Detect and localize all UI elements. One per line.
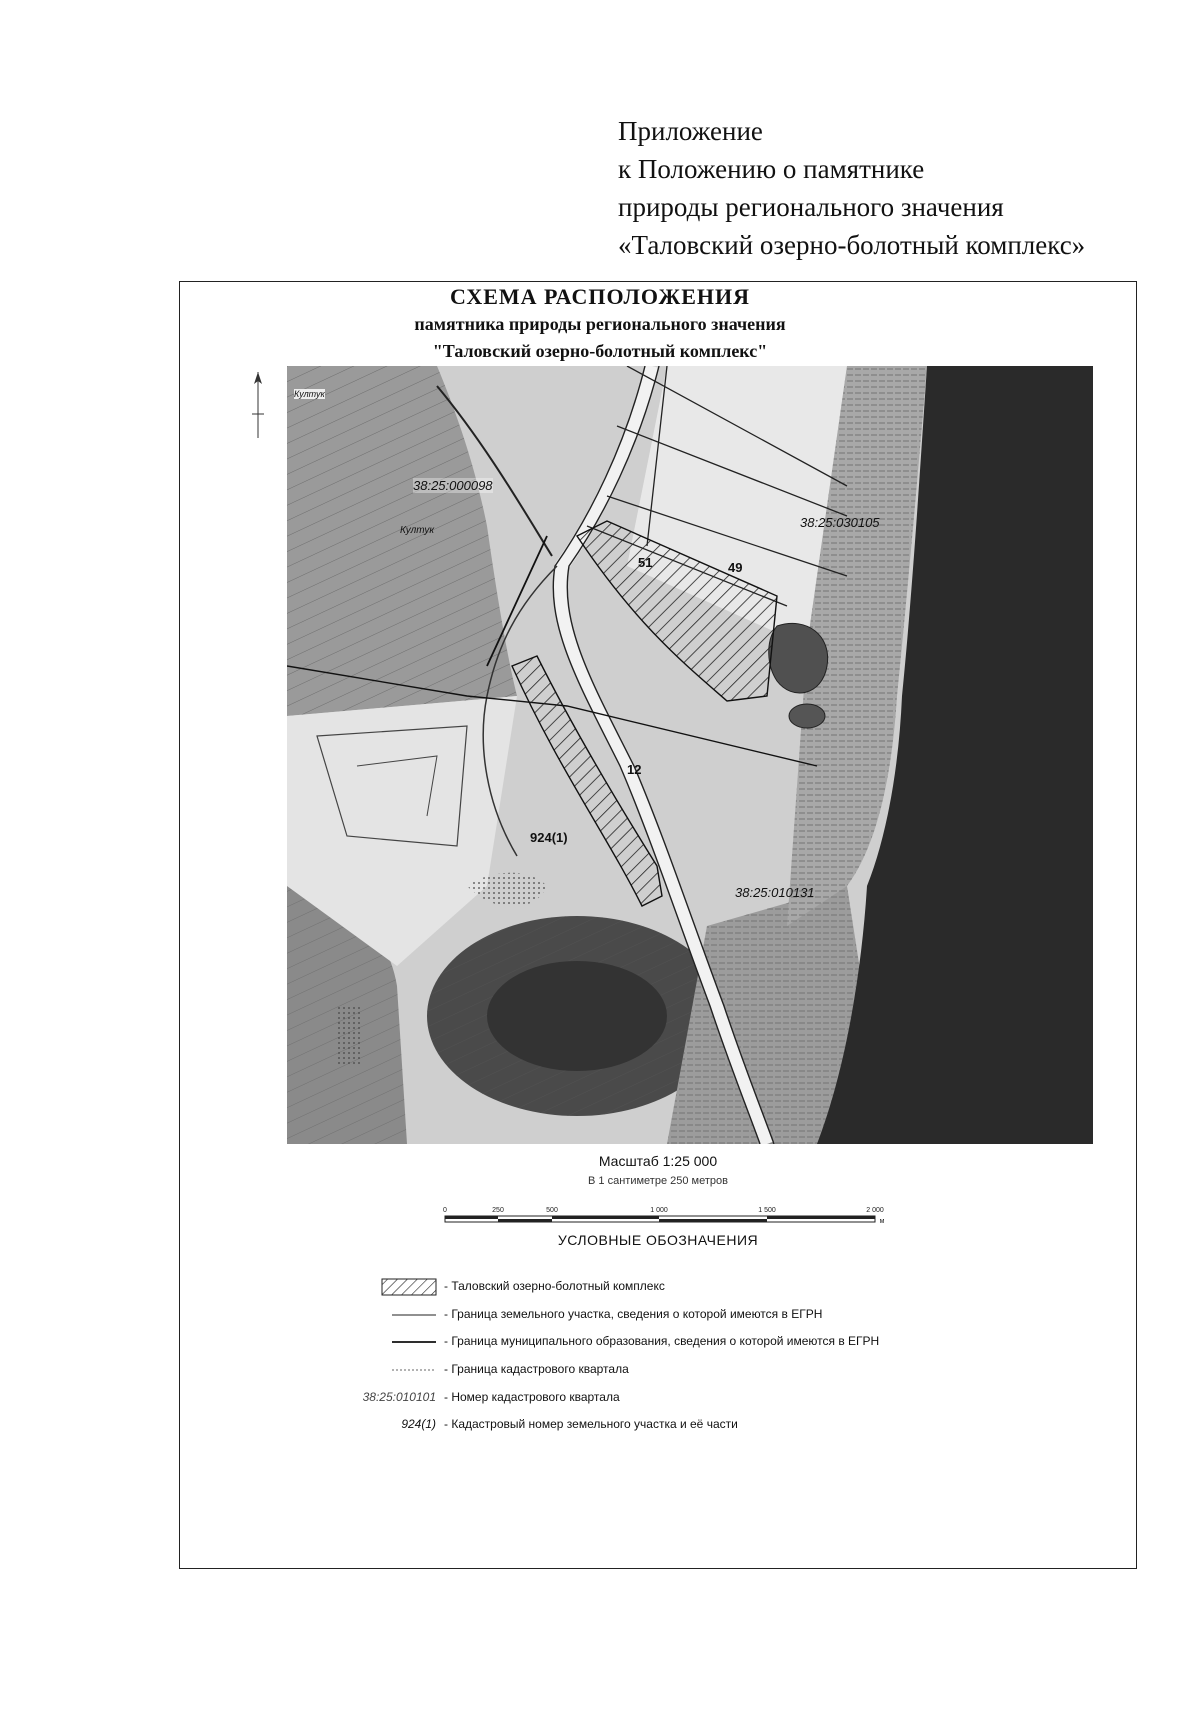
legend-desc-parcel-number: - Кадастровый номер земельного участка и её части — [444, 1417, 738, 1431]
scale-tick-500: 500 — [546, 1207, 558, 1214]
legend-desc-municipal-boundary: - Граница муниципального образования, сведения о которой имеются в ЕГРН — [444, 1334, 880, 1348]
label-place-kultuk: Култук — [400, 525, 435, 536]
label-parcel-a: 38:25:000098 — [413, 478, 493, 493]
appendix-line-4: «Таловский озерно-болотный комплекс» — [618, 230, 1086, 260]
scheme-subtitle-1: памятника природы регионального значения — [414, 314, 786, 334]
scale-unit: м — [879, 1218, 885, 1225]
scale-tick-250: 250 — [492, 1207, 504, 1214]
legend-item-cadastral-quarter-boundary — [320, 1360, 1020, 1380]
dotted-line-icon — [320, 1360, 440, 1380]
scale-subtitle: В 1 сантиметре 250 метров — [588, 1175, 728, 1187]
label-num-924: 924(1) — [530, 830, 568, 845]
scale-tick-0: 0 — [443, 1207, 447, 1214]
thick-line-icon — [320, 1332, 440, 1352]
scale-tick-1000: 1 000 — [650, 1207, 668, 1214]
label-num-51: 51 — [638, 555, 653, 570]
north-arrow-icon — [248, 370, 268, 440]
scale-tick-2000: 2 000 — [866, 1207, 884, 1214]
legend-item-cadastral-quarter-number — [320, 1388, 1020, 1408]
appendix-line-2: к Положению о памятнике — [618, 154, 925, 184]
legend-item-municipal-boundary — [320, 1332, 1020, 1352]
label-num-49: 49 — [728, 560, 743, 575]
scale-bar — [440, 1200, 890, 1230]
legend-desc-cadastral-quarter-number: - Номер кадастрового квартала — [444, 1390, 620, 1404]
topographic-map — [287, 366, 1093, 1144]
legend-desc-land-parcel-boundary: - Граница земельного участка, сведения о которой имеются в ЕГРН — [444, 1307, 823, 1321]
legend-item-parcel-number — [320, 1415, 1020, 1435]
scheme-subtitle-2: "Таловский озерно-болотный комплекс" — [432, 341, 768, 361]
legend-item-protected-area — [320, 1277, 1020, 1297]
label-place-top: Култук — [294, 389, 325, 399]
solid-line-icon — [320, 1305, 440, 1325]
label-parcel-b: 38:25:030105 — [800, 515, 880, 530]
appendix-line-1: Приложение — [618, 116, 763, 146]
appendix-line-3: природы регионального значения — [618, 192, 1004, 222]
label-parcel-c: 38:25:010131 — [735, 885, 815, 900]
scale-label: Масштаб 1:25 000 — [598, 1153, 718, 1169]
legend-title: УСЛОВНЫЕ ОБОЗНАЧЕНИЯ — [557, 1232, 759, 1248]
appendix-header — [618, 112, 1178, 264]
legend-code-parcel-number: 924(1) — [401, 1417, 436, 1431]
hatch-swatch-icon — [320, 1277, 440, 1297]
legend-desc-cadastral-quarter-boundary: - Граница кадастрового квартала — [444, 1362, 629, 1376]
legend-item-land-parcel-boundary — [320, 1305, 1020, 1325]
small-lake-2 — [789, 704, 825, 728]
scale-tick-1500: 1 500 — [758, 1207, 776, 1214]
legend-desc-protected-area: - Таловский озерно-болотный комплекс — [444, 1279, 665, 1293]
legend-code-cadastral-quarter: 38:25:010101 — [362, 1390, 436, 1404]
label-num-12: 12 — [627, 762, 642, 777]
scheme-title: СХЕМА РАСПОЛОЖЕНИЯ — [450, 284, 750, 309]
